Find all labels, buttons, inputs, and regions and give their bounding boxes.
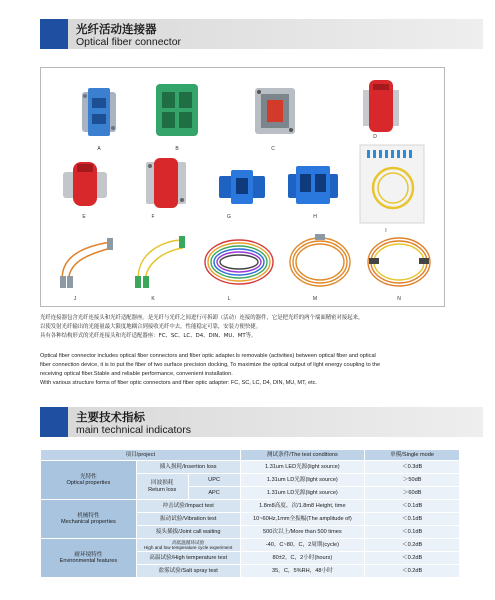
item-condition: 500次以上/More than 500 times xyxy=(240,526,365,539)
table-header-row xyxy=(41,450,460,461)
group-mechanical xyxy=(41,500,137,539)
header-bar xyxy=(68,19,483,49)
item-value: ＜0.2dB xyxy=(365,539,460,552)
product-label-b: B xyxy=(175,146,179,152)
product-label-m: M xyxy=(312,296,318,302)
product-label-e: E xyxy=(82,214,86,220)
product-label-k: K xyxy=(151,296,155,302)
product-label-d: D xyxy=(373,134,377,140)
group-optical xyxy=(41,461,137,500)
product-image-l xyxy=(199,232,279,290)
description-cn xyxy=(40,314,460,341)
section-title-en: Optical fiber connector xyxy=(76,36,182,48)
product-label-a: A xyxy=(97,146,101,152)
group-label-cn: 光特性 xyxy=(79,473,97,480)
header-conditions: 测试条件/The test conditions xyxy=(240,450,365,461)
item-condition: 1.8m8高度、次/1.8m8 Height, time xyxy=(240,500,365,513)
product-image-a xyxy=(79,86,119,138)
table-row xyxy=(41,500,460,513)
item-value: ＜0.1dB xyxy=(365,526,460,539)
product-image-i xyxy=(359,144,425,224)
header-accent-block xyxy=(40,407,68,437)
product-label-l: L xyxy=(227,296,231,302)
description-en-line: With various structure forms of fiber optic connectors and fiber optic adapter: FC, SC, LC, D4, DIN, MU, MT, etc. xyxy=(40,380,317,386)
item-value: ＜0.3dB xyxy=(365,461,460,474)
section-header-connector xyxy=(40,19,483,49)
group-label-en: Environmental features xyxy=(59,558,118,564)
item-condition: 1.31um LED光源(light source) xyxy=(240,461,365,474)
product-label-c: C xyxy=(271,146,275,152)
section-title-en: main technical indicators xyxy=(76,424,191,436)
product-image-h xyxy=(286,162,340,208)
product-label-i: I xyxy=(385,228,387,234)
product-image-n xyxy=(363,232,435,292)
item-condition: 80±2。C，2小时(hours) xyxy=(240,552,365,565)
item-value: ＞50dB xyxy=(365,474,460,487)
product-image-d xyxy=(359,76,403,136)
item-value: ＞60dB xyxy=(365,487,460,500)
return-loss-cn: 回波损耗 xyxy=(151,480,174,486)
product-image-f xyxy=(143,156,189,210)
spec-table xyxy=(40,449,460,578)
group-label-en: Mechanical properties xyxy=(61,519,116,525)
description-en xyxy=(40,352,465,388)
description-en-line: Optical fiber connector includes optical fiber connectors and fiber optic adapter.Is removable (activities) between optical fiber and optical xyxy=(40,353,376,359)
header-accent-block xyxy=(40,19,68,49)
item-label: 高温试验/High temperature test xyxy=(136,552,240,565)
item-label: APC xyxy=(188,487,240,500)
header-single-mode: 单模/Single mode xyxy=(365,450,460,461)
product-image-c xyxy=(251,82,299,140)
description-cn-line: 光纤连接器包含光纤连接头和光纤适配器座。是光纤与光纤之间进行可拆卸（活动）连接的器件，它是把光纤的两个端面精密对接起来， xyxy=(40,315,364,321)
group-label-en: Optical properties xyxy=(66,480,111,486)
item-label: 接头插拔/Joint call waiting xyxy=(136,526,240,539)
table-row xyxy=(41,461,460,474)
item-condition: 1.31um LD光源(light source) xyxy=(240,474,365,487)
item-value: ＜0.1dB xyxy=(365,500,460,513)
description-en-line: fiber connection device, it is to put the fiber of two surface precision docking, To maximize the optical output of light energy coupling to the xyxy=(40,362,381,368)
item-label: UPC xyxy=(188,474,240,487)
product-image-b xyxy=(154,80,200,140)
section-header-indicators xyxy=(40,407,483,437)
item-label xyxy=(136,539,240,552)
return-loss-en: Return loss xyxy=(148,486,177,493)
header-bar xyxy=(68,407,483,437)
header-project: 项目/project xyxy=(41,450,241,461)
item-label: 盐雾试验/Salt spray test xyxy=(136,565,240,578)
product-label-n: N xyxy=(397,296,401,302)
product-image-g xyxy=(217,166,267,206)
item-condition: -40。C~80。C，2周期(cycle) xyxy=(240,539,365,552)
return-loss-label xyxy=(136,474,188,500)
description-cn-line: 具有各种结构形式的光纤连接头和光纤适配器座：FC、SC、LC、D4、DIN、MU、MT等。 xyxy=(40,333,257,339)
section-title-cn: 主要技术指标 xyxy=(76,410,145,424)
item-condition: 35。C，5%RH，48小时 xyxy=(240,565,365,578)
product-image-e xyxy=(61,158,109,210)
table-row xyxy=(41,539,460,552)
item-label: 冲击试验/Impact test xyxy=(136,500,240,513)
group-environmental xyxy=(41,539,137,578)
cycle-label-en: High and low temperature cycle experiment xyxy=(143,545,233,550)
section-title-cn: 光纤活动连接器 xyxy=(76,22,157,36)
product-image-m xyxy=(285,232,355,292)
item-value: ＜0.1dB xyxy=(365,513,460,526)
product-image-k xyxy=(129,234,187,290)
product-gallery xyxy=(40,67,445,307)
item-label: 插入损耗/Insertion loss xyxy=(136,461,240,474)
description-cn-line: 以使发射光纤输出的光能量最大限度地耦合到接收光纤中去。性能稳定可靠，安装方便快捷。 xyxy=(40,324,262,330)
product-label-f: F xyxy=(151,214,155,220)
cycle-label-cn: 高低温循环试验 xyxy=(172,539,205,545)
product-label-h: H xyxy=(313,214,317,220)
product-label-j: J xyxy=(73,296,77,302)
item-condition: 10~60Hz,1mm全振幅(The amplitude of) xyxy=(240,513,365,526)
description-en-line: receiving optical fiber.Stable and reliable performance, convenient installation. xyxy=(40,371,233,377)
item-value: ＜0.2dB xyxy=(365,565,460,578)
group-label-cn: 耐环境特性 xyxy=(74,551,103,558)
item-value: ＜0.2dB xyxy=(365,552,460,565)
item-condition: 1.31um LD光源(light source) xyxy=(240,487,365,500)
product-label-g: G xyxy=(227,214,231,220)
product-image-j xyxy=(55,236,115,290)
item-label: 振动试验/Vibration test xyxy=(136,513,240,526)
group-label-cn: 机械特性 xyxy=(77,512,100,519)
